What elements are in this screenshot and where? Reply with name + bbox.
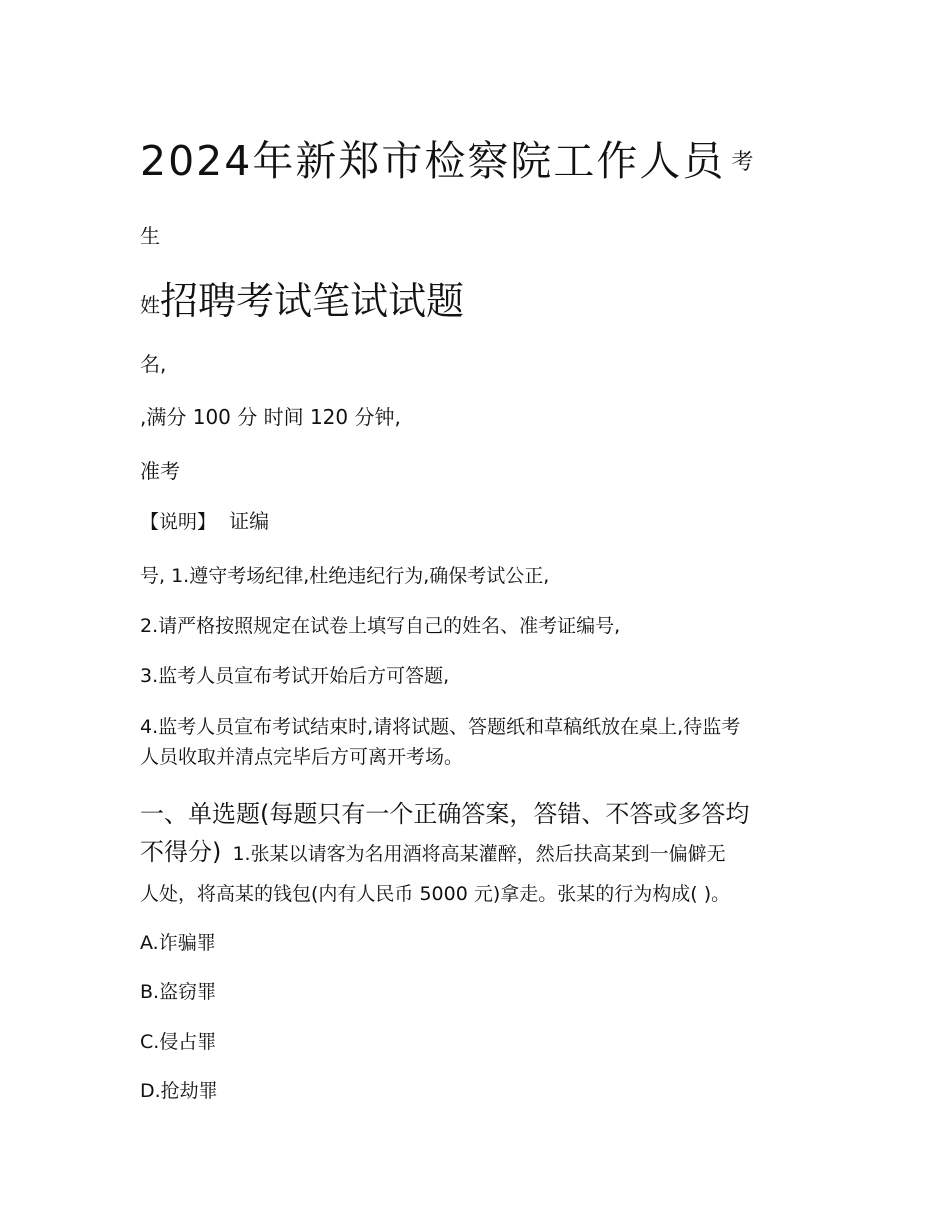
question-1-text-cont: 人处，将高某的钱包(内有人民币 5000 元)拿走。张某的行为构成( )。 xyxy=(140,883,731,905)
line-ming: 名, xyxy=(140,352,167,376)
exam-info: ,满分 100 分 时间 120 分钟, xyxy=(140,405,401,429)
line-xing: 姓 xyxy=(140,293,160,317)
notice-label: 【说明】 xyxy=(140,511,217,533)
rule-4: 4.监考人员宣布考试结束时,请将试题、答题纸和草稿纸放在桌上,待监考 xyxy=(140,716,741,738)
notice-line xyxy=(140,505,269,534)
doc-title-main: 2024年新郑市检察院工作人员 xyxy=(140,137,726,185)
option-b: B.盗窃罪 xyxy=(140,981,217,1003)
doc-title-side: 考 xyxy=(731,150,756,175)
rule-4-cont: 人员收取并清点完毕后方可离开考场。 xyxy=(140,746,464,768)
section-title-tail: 不得分) xyxy=(140,838,222,866)
rule-2: 2.请严格按照规定在试卷上填写自己的姓名、准考证编号, xyxy=(140,615,621,637)
title-line-2 xyxy=(140,270,464,325)
rule-3: 3.监考人员宣布考试开始后方可答题, xyxy=(140,665,450,687)
notice-tail: 证编 xyxy=(229,509,270,533)
rule-1: 号, 1.遵守考场纪律,杜绝违纪行为,确保考试公正, xyxy=(140,565,550,587)
question-1-text: 1.张某以请客为名用酒将高某灌醉，然后扶高某到一偏僻无 xyxy=(232,843,726,865)
option-d: D.抢劫罪 xyxy=(140,1080,218,1102)
section-title-line-2 xyxy=(140,832,726,867)
doc-subtitle: 招聘考试笔试试题 xyxy=(160,279,465,323)
option-a: A.诈骗罪 xyxy=(140,932,216,954)
line-sheng: 生 xyxy=(140,224,160,248)
line-zhunkao: 准考 xyxy=(140,459,180,483)
option-c: C.侵占罪 xyxy=(140,1031,217,1053)
section-title: 一、单选题(每题只有一个正确答案，答错、不答或多答均 xyxy=(140,800,750,828)
doc-title xyxy=(140,128,755,187)
